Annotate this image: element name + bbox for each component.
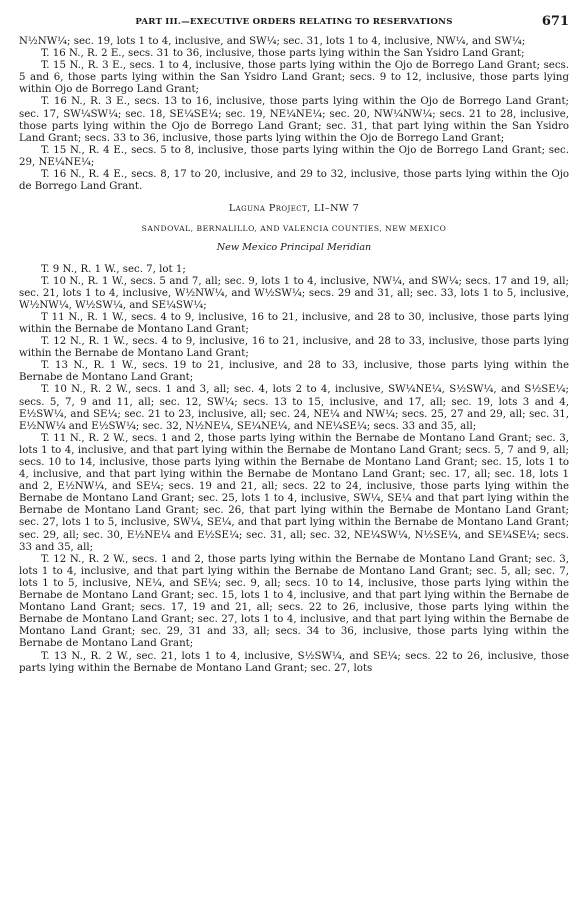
page-number: 671 [541, 14, 569, 29]
paragraph: T. 13 N., R. 1 W., secs. 19 to 21, inclusive, and 28 to 33, inclusive, those parts lying within the Bernabe de Montano Land Grant; [19, 360, 569, 384]
body-text [19, 36, 569, 675]
paragraph: T. 9 N., R. 1 W., sec. 7, lot 1; [41, 263, 186, 275]
paragraph: T. 15 N., R. 4 E., secs. 5 to 8, inclusive, those parts lying within the Ojo de Borrego Land Grant; sec. 29, NE¼NE¼; [19, 144, 569, 168]
section-counties: SANDOVAL, BERNALILLO, AND VALENCIA COUNTIES, NEW MEXICO [141, 224, 447, 234]
paragraph: T. 12 N., R. 2 W., secs. 1 and 2, those parts lying within the Bernabe de Montano Land Grant; sec. 3, lots 1 to 4, inclusive, and that part lying within the Bernabe de Montano Land Grant; sec. 5, all; sec. 7, lots 1 to 5, inclusive, NE¼, and SE¼; sec. 9, all; secs. 10 to 14, inclusive, those parts lying within the Bernabe de Montano Land Grant; sec. 15, lots 1 to 4, inclusive, and that part lying within the Bernabe de Montano Land Grant; secs. 17, 19 and 21, all; secs. 22 to 26, inclusive, those parts lying within the Bernabe de Montano Land Grant; sec. 27, lots 1 to 4, inclusive, and that part lying within the Bernabe de Montano Land Grant; sec. 29, 31 and 33, all; secs. 34 to 36, inclusive, those parts lying within the Bernabe de Montano Land Grant; [19, 553, 569, 650]
document-page [19, 14, 569, 675]
paragraph: T. 11 N., R. 2 W., secs. 1 and 2, those parts lying within the Bernabe de Montano Land Grant; sec. 3, lots 1 to 4, inclusive, and that part lying within the Bernabe de Montano Land Grant; secs. 5, 7 and 9, all; secs. 10 to 14, inclusive, those parts lying within the Bernabe de Montano Land Grant; sec. 15, lots 1 to 4, inclusive, and that part lying within the Bernabe de Montano Land Grant; sec. 17, all; sec. 18, lots 1 and 2, E½NW¼, and SE¼; secs. 19 and 21, all; secs. 22 to 24, inclusive, those parts lying within the Bernabe de Montano Land Grant; sec. 25, lots 1 to 4, inclusive, SW¼, SE¼ and that part lying within the Bernabe de Montano Land Grant; sec. 26, that part lying within the Bernabe de Montano Land Grant; sec. 27, lots 1 to 5, inclusive, SW¼, SE¼, and that part lying within the Bernabe de Montano Land Grant; sec. 29, all; sec. 30, E½NE¼ and E½SE¼; sec. 31, all; sec. 32, NE¼SW¼, N½SE¼, and SE¼SE¼; secs. 33 and 35, all; [19, 432, 569, 553]
paragraph: T. 10 N., R. 1 W., secs. 5 and 7, all; sec. 9, lots 1 to 4, inclusive, NW¼, and SW¼; secs. 17 and 19, all; sec. 21, lots 1 to 4, inclusive, W½NW¼, and W½SW¼; secs. 29 and 31, all; sec. 33, lots 1 to 5, inclusive, W½NW¼, W½SW¼, and SE¼SW¼; [19, 275, 569, 311]
running-head: PART III.—EXECUTIVE ORDERS RELATING TO RESERVATIONS [135, 17, 453, 27]
paragraph: T 11 N., R. 1 W., secs. 4 to 9, inclusive, 16 to 21, inclusive, and 28 to 30, inclusive, those parts lying within the Bernabe de Montano Land Grant; [19, 311, 569, 335]
paragraph: T. 10 N., R. 2 W., secs. 1 and 3, all; sec. 4, lots 2 to 4, inclusive, SW¼NE¼, S½SW¼, and S½SE¼; secs. 5, 7, 9 and 11, all; sec. 12, SW¼; secs. 13 to 15, inclusive, and 17, all; sec. 19, lots 3 and 4, E½SW¼, and SE¼; sec. 21 to 23, inclusive, all; sec. 24, NE¼ and NW¼; secs. 25, 27 and 29, all; sec. 31, E½NW¼ and E½SW¼; sec. 32, N½NE¼, SE¼NE¼, and NE¼SE¼; secs. 33 and 35, all; [19, 384, 569, 432]
paragraph: T. 15 N., R. 3 E., secs. 1 to 4, inclusive, those parts lying within the Ojo de Borrego Land Grant; secs. 5 and 6, those parts lying within the San Ysidro Land Grant; secs. 9 to 12, inclusive, those parts lying within Ojo de Borrego Land Grant; [19, 60, 569, 96]
paragraph: T. 16 N., R. 4 E., secs. 8, 17 to 20, inclusive, and 29 to 32, inclusive, those parts lying within the Ojo de Borrego Land Grant. [19, 169, 569, 193]
paragraph-continued: N½NW¼; sec. 19, lots 1 to 4, inclusive, and SW¼; sec. 31, lots 1 to 4, inclusive, NW¼, and SW¼; [19, 36, 526, 47]
paragraph: T. 16 N., R. 3 E., secs. 13 to 16, inclusive, those parts lying within the Ojo de Borrego Land Grant; sec. 17, SW¼SW¼; sec. 18, SE¼SE¼; sec. 19, NE¼NE¼; sec. 20, NW¼NW¼; secs. 21 to 28, inclusive, those parts lying within the Ojo de Borrego Land Grant; sec. 31, that part lying within the San Ysidro Land Grant; secs. 33 to 36, inclusive, those parts lying within the Ojo de Borrego Land Grant; [19, 96, 569, 144]
paragraph: T. 13 N., R. 2 W., sec. 21, lots 1 to 4, inclusive, S½SW¼, and SE¼; secs. 22 to 26, inclusive, those parts lying within the Bernabe de Montano Land Grant; sec. 27, lots [19, 650, 569, 674]
paragraph: T. 12 N., R. 1 W., secs. 4 to 9, inclusive, 16 to 21, inclusive, and 28 to 33, inclusive, those parts lying within the Bernabe de Montano Land Grant; [19, 336, 569, 360]
section-title: Laguna Project, LI–NW 7 [228, 203, 360, 215]
page-header [19, 14, 569, 36]
paragraph: T. 16 N., R. 2 E., secs. 31 to 36, inclusive, those parts lying within the San Ysidro Land Grant; [41, 48, 525, 60]
section-meridian: New Mexico Principal Meridian [216, 242, 372, 254]
